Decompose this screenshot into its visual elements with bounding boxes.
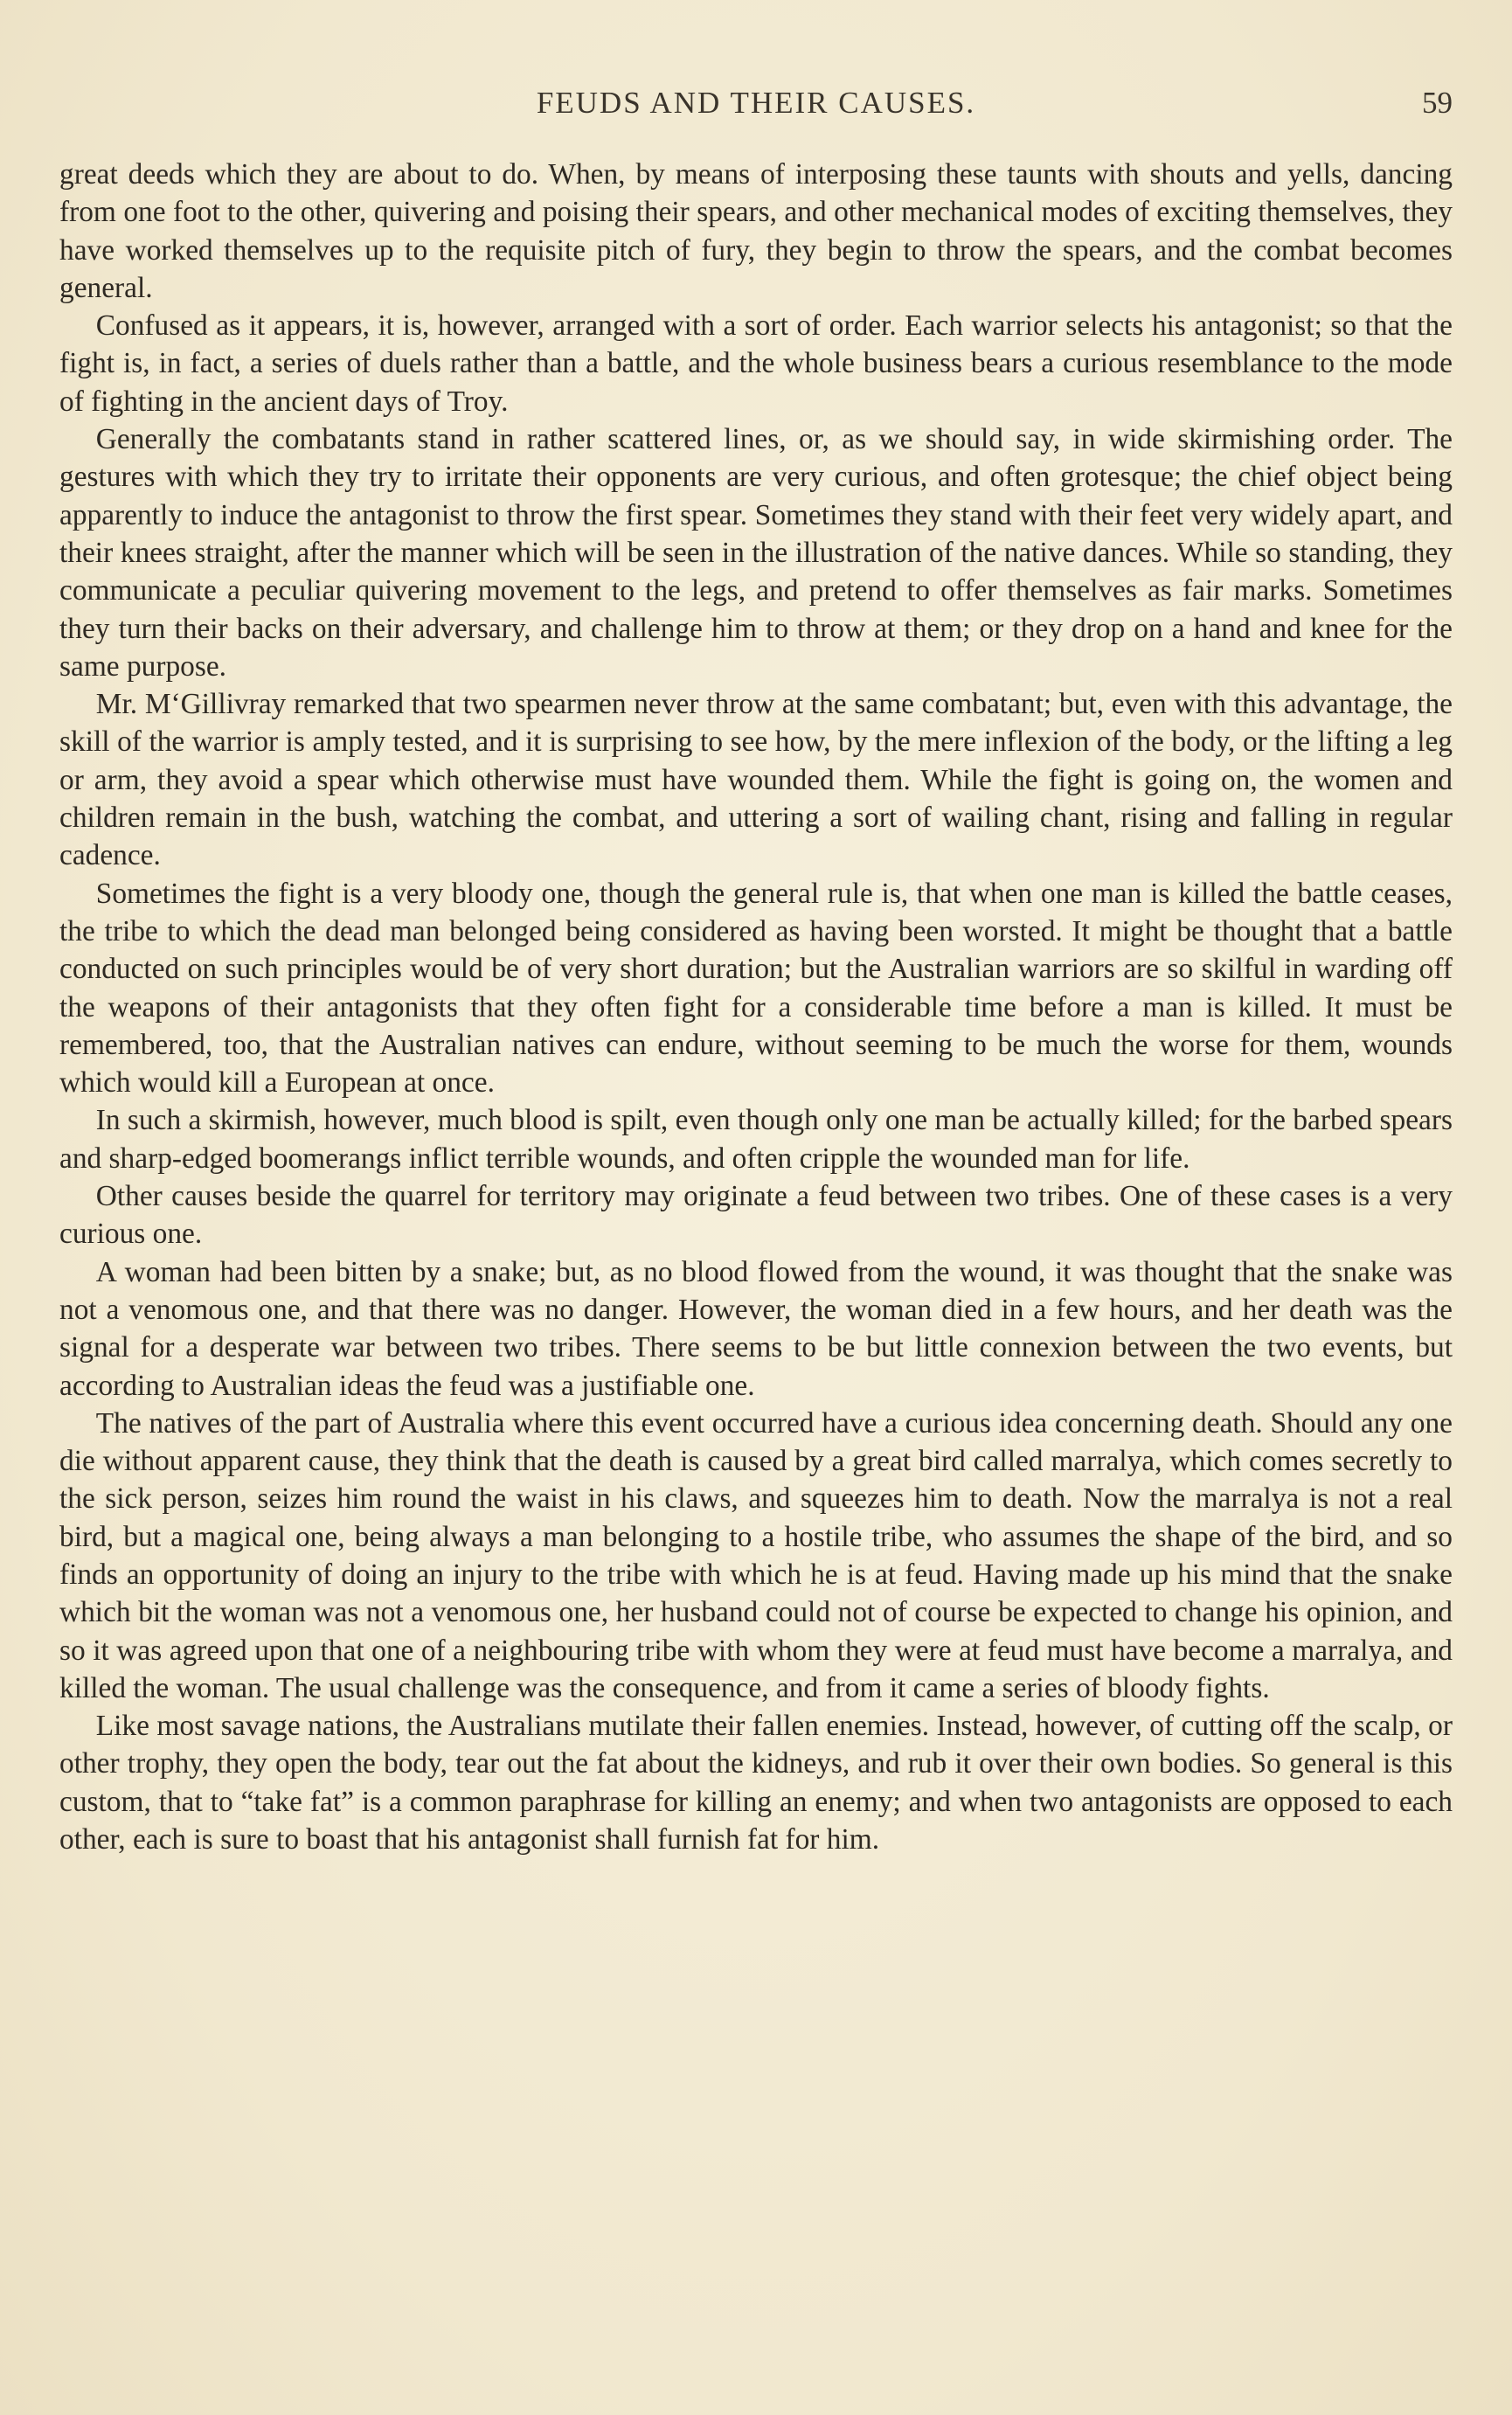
page-number: 59 bbox=[1422, 86, 1453, 120]
paragraph: Generally the combatants stand in rather scattered lines, or, as we should say, in wide skirmishing order. The gestures with which they try to irritate their opponents are very curious, and often grotesque; the chief object being apparently to induce the antagonist to throw the first spear. Sometimes they stand with their feet very widely apart, and their knees straight, after the manner which will be seen in the illustration of the native dances. While so standing, they communicate a peculiar quivering movement to the legs, and pretend to offer themselves as fair marks. Sometimes they turn their backs on their adversary, and challenge him to throw at them; or they drop on a hand and knee for the same purpose. bbox=[59, 423, 1453, 683]
paragraph: The natives of the part of Australia where this event occurred have a curious idea concerning death. Should any one die without apparent cause, they think that the death is caused by a great bird called marralya, which comes secretly to the sick person, seizes him round the waist in his claws, and squeezes him to death. Now the marralya is not a real bird, but a magical one, being always a man belonging to a hostile tribe, who assumes the shape of the bird, and so finds an opportunity of doing an injury to the tribe with which he is at feud. Having made up his mind that the snake which bit the woman was not a venomous one, her husband could not of course be expected to change his opinion, and so it was agreed upon that one of a neighbouring tribe with whom they were at feud must have become a marralya, and killed the woman. The usual challenge was the consequence, and from it came a series of bloody fights. bbox=[59, 1406, 1453, 1704]
paragraph: Confused as it appears, it is, however, arranged with a sort of order. Each warrior selects his antagonist; so that the fight is, in fact, a series of duels rather than a battle, and the whole business bears a curious resemblance to the mode of fighting in the ancient days of Troy. bbox=[59, 309, 1453, 418]
paragraph: Mr. M‘Gillivray remarked that two spearmen never throw at the same combatant; but, even with this advantage, the skill of the warrior is amply tested, and it is surprising to see how, by the mere inflexion of the body, or the lifting a leg or arm, they avoid a spear which otherwise must have wounded them. While the fight is going on, the women and children remain in the bush, watching the combat, and uttering a sort of wailing chant, rising and falling in regular cadence. bbox=[59, 688, 1453, 872]
paragraph: In such a skirmish, however, much blood is spilt, even though only one man be actually killed; for the barbed spears and sharp-edged boomerangs inflict terrible wounds, and often cripple the wounded man for life. bbox=[59, 1104, 1453, 1175]
paragraph: A woman had been bitten by a snake; but, as no blood flowed from the wound, it was thought that the snake was not a venomous one, and that there was no danger. However, the woman died in a few hours, and her death was the signal for a desperate war between two tribes. There seems to be but little connexion between the two events, but according to Australian ideas the feud was a justifiable one. bbox=[59, 1255, 1453, 1402]
paragraph: Like most savage nations, the Australians mutilate their fallen enemies. Instead, however, of cutting off the scalp, or other trophy, they open the body, tear out the fat about the kidneys, and rub it over their own bodies. So general is this custom, that to “take fat” is a common paraphrase for killing an enemy; and when two antagonists are opposed to each other, each is sure to boast that his antagonist shall furnish fat for him. bbox=[59, 1710, 1453, 1856]
paragraph-continuation: great deeds which they are about to do. When, by means of interposing these taunts with shouts and yells, dancing from one foot to the other, quivering and poising their spears, and other mechanical modes of exciting themselves, they have worked themselves up to the requisite pitch of fury, they begin to throw the spears, and the combat becomes general. bbox=[59, 158, 1453, 304]
paragraph: Sometimes the fight is a very bloody one, though the general rule is, that when one man is killed the battle ceases, the tribe to which the dead man belonged being considered as having been worsted. It might be thought that a battle conducted on such principles would be of very short duration; but the Australian warriors are so skilful in warding off the weapons of their antagonists that they often fight for a considerable time before a man is killed. It must be remembered, too, that the Australian natives can endure, without seeming to be much the worse for them, wounds which would kill a European at once. bbox=[59, 877, 1453, 1100]
body-text bbox=[59, 156, 1453, 1858]
paragraph: Other causes beside the quarrel for territory may originate a feud between two tribes. One of these cases is a very curious one. bbox=[59, 1180, 1453, 1251]
running-header bbox=[59, 86, 1453, 138]
page-header-title: FEUDS AND THEIR CAUSES. bbox=[536, 86, 976, 120]
